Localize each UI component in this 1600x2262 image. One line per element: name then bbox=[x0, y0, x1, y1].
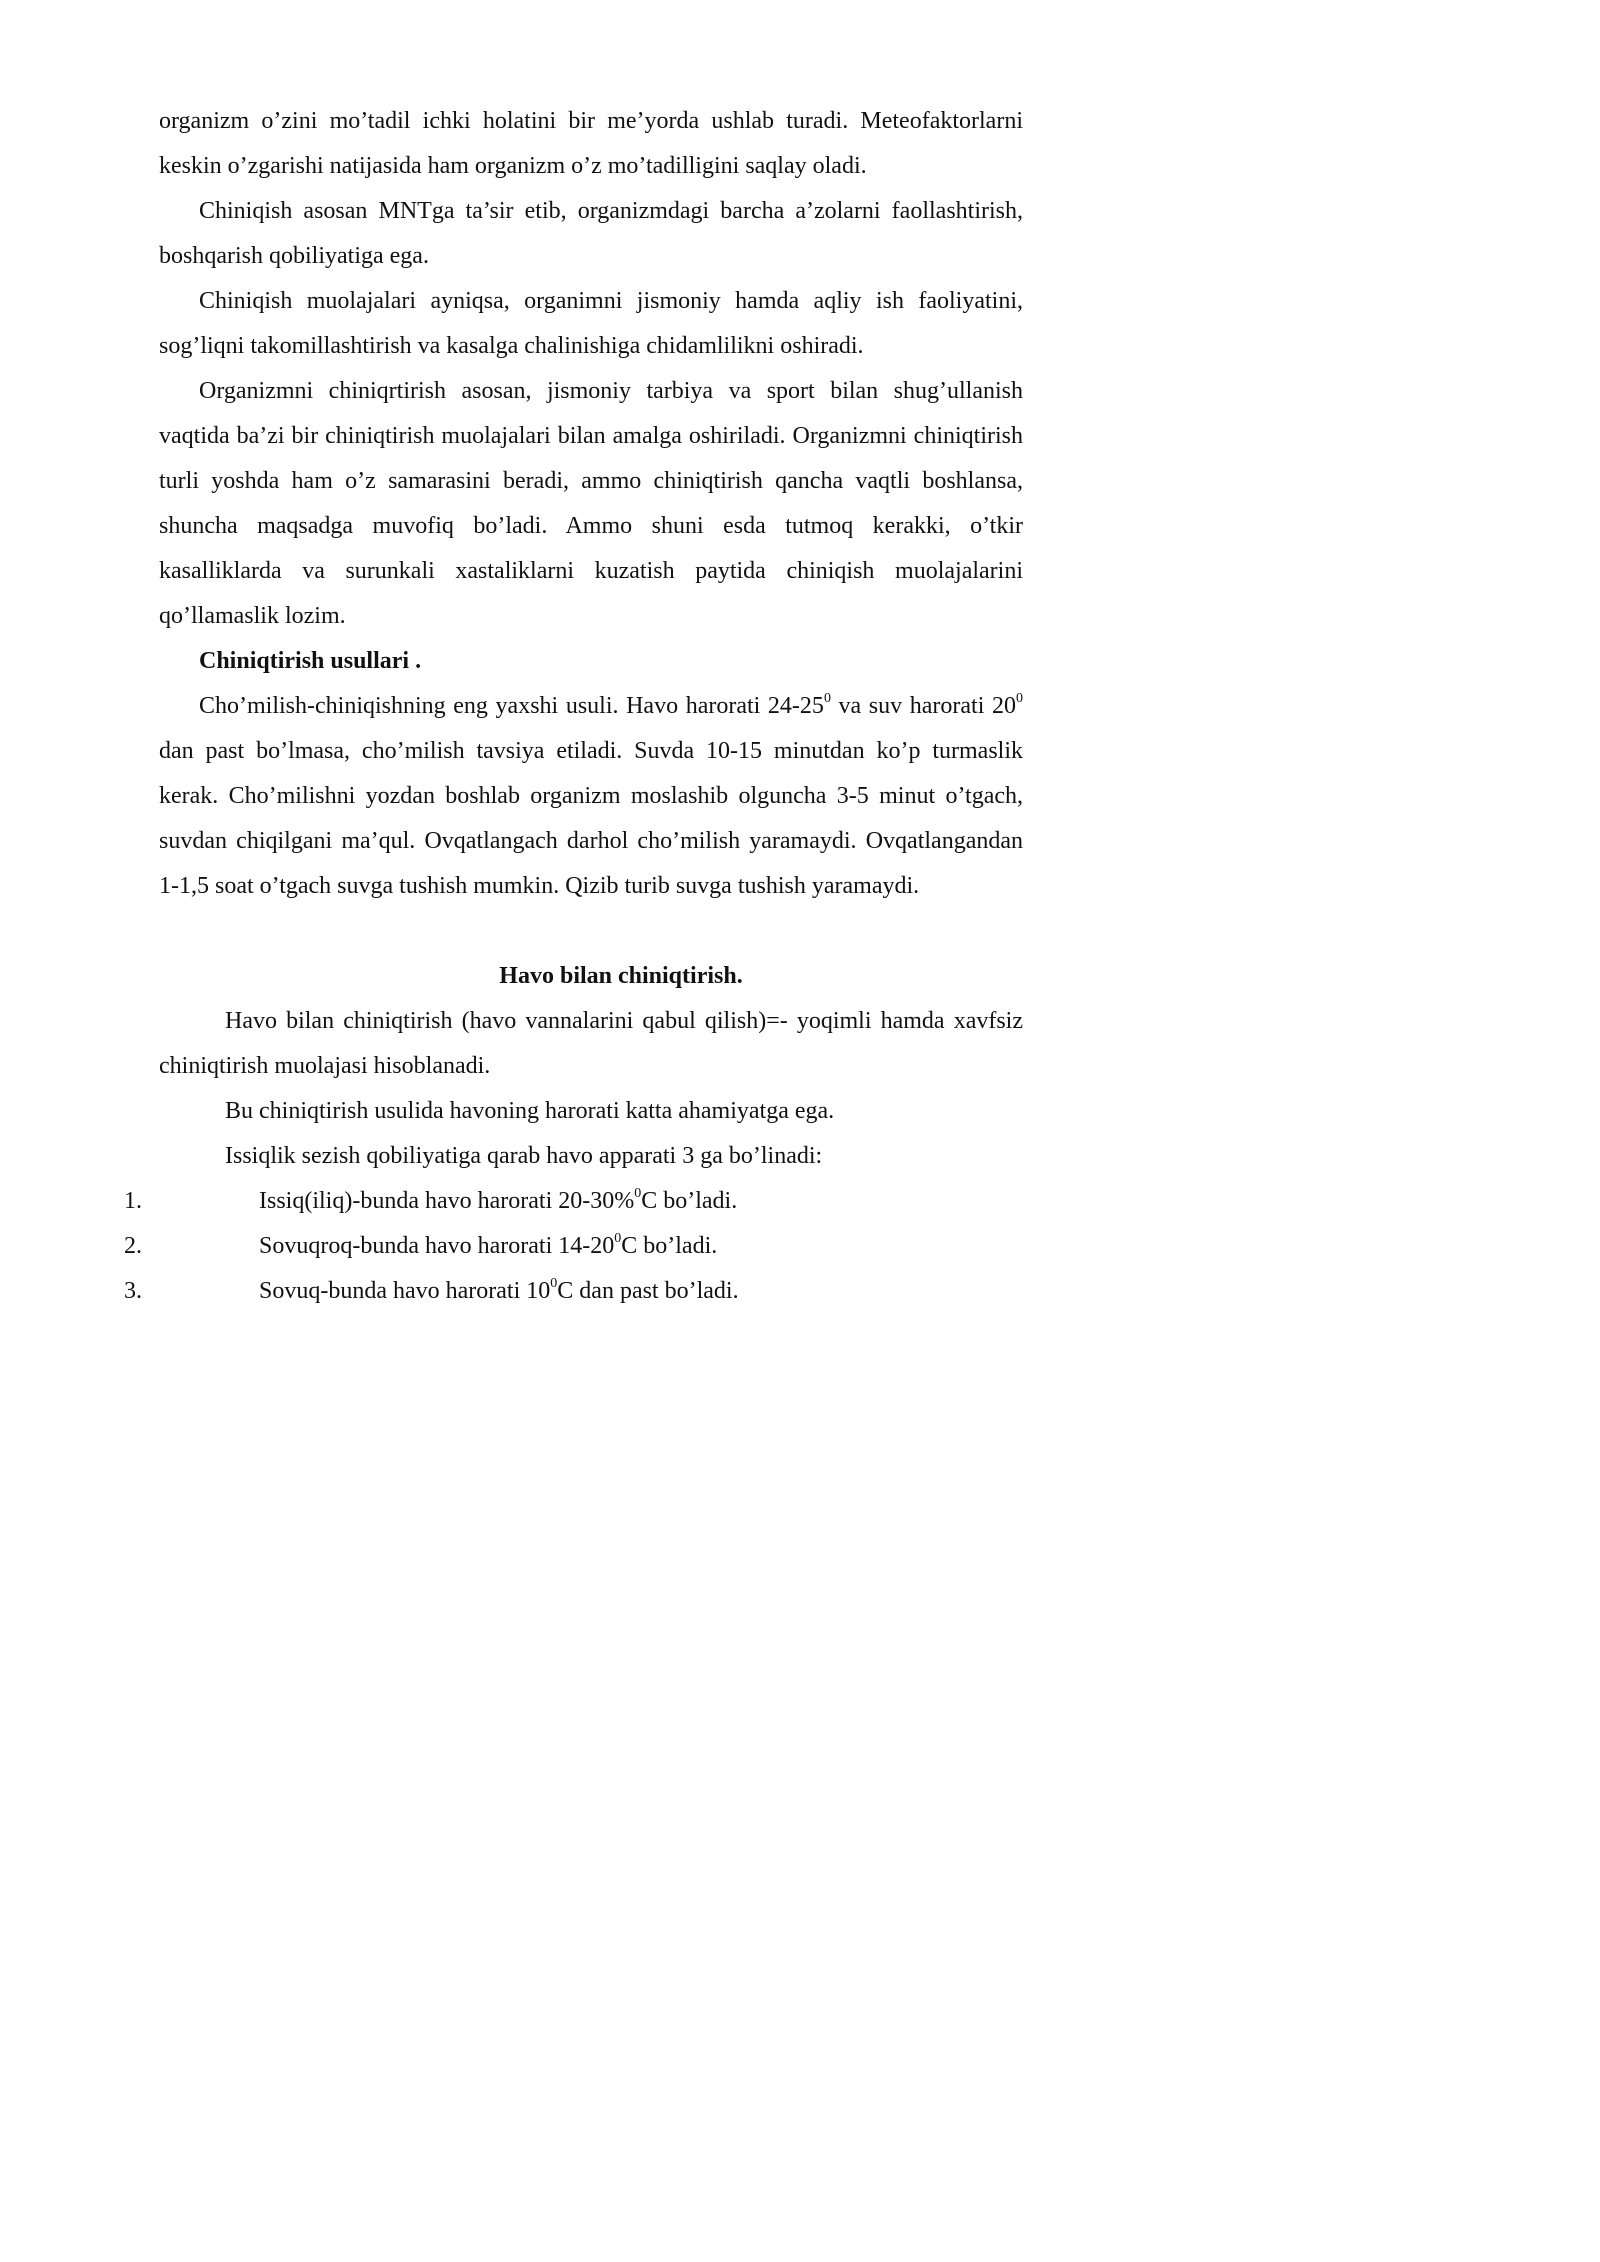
paragraph-hardening-procedures: Chiniqish muolajalari ayniqsa, organimni jismoniy hamda aqliy ish faoliyatini, sog’liqni takomillashtirish va kasalga chalinishiga chidamlilikni oshiradi. bbox=[159, 288, 1023, 359]
section-heading-air-hardening: Havo bilan chiniqtirish. bbox=[499, 963, 743, 989]
paragraph-air-classification: Issiqlik sezish qobiliyatiga qarab havo apparati 3 ga bo’linadi: bbox=[225, 1143, 823, 1169]
degree-superscript: 0 bbox=[634, 1186, 642, 1201]
list-item bbox=[124, 1224, 1023, 1269]
document-page bbox=[0, 0, 1100, 1556]
list-item bbox=[124, 1269, 1023, 1314]
bathing-text-part-2: va suv harorati 20 bbox=[830, 693, 1016, 719]
list-text: Issiq(iliq)-bunda havo harorati 20-30%$^0$C bo’ladi. bbox=[259, 1186, 738, 1214]
degree-superscript: 0 bbox=[550, 1276, 558, 1291]
list-text: Sovuqroq-bunda havo harorati $14-20^0C$ bo’ladi. bbox=[259, 1231, 718, 1259]
paragraph-hardening-sport: Organizmni chiniqrtirish asosan, jismoniy tarbiya va sport bilan shug’ullanish vaqtida ba’zi bir chiniqtirish muolajalari bilan amalga oshiriladi. Organizmni chiniqtirish turli yoshda ham o’z samarasini beradi, ammo chiniqtirish qancha vaqtli boshlansa, shuncha maqsadga muvofiq bo’ladi. Ammo shuni esda tutmoq kerakki, o’tkir kasalliklarda va surunkali xastaliklarni kuzatish paytida chiniqish muolajalarini qo’llamaslik lozim. bbox=[159, 378, 1023, 629]
list-text: Sovuq-bunda havo harorati $10^0C$ dan past bo’ladi. bbox=[259, 1276, 739, 1304]
list-number: 2. bbox=[124, 1233, 142, 1259]
degree-superscript: 0 bbox=[823, 691, 831, 706]
temperature-list bbox=[124, 1179, 1023, 1314]
bathing-text-part-1: Cho’milish-chiniqishning eng yaxshi usuli. Havo harorati 24-25 bbox=[199, 693, 824, 719]
paragraph-air-baths: Havo bilan chiniqtirish (havo vannalarini qabul qilish)=- yoqimli hamda xavfsiz chiniqtirish muolajasi hisoblanadi. bbox=[159, 1008, 1023, 1079]
list-number: 3. bbox=[124, 1278, 142, 1304]
degree-superscript: 0 bbox=[614, 1231, 622, 1246]
paragraph-bathing bbox=[159, 684, 1023, 909]
degree-superscript: 0 bbox=[1016, 691, 1023, 706]
paragraph-hardening-cns: Chiniqish asosan MNTga ta’sir etib, organizmdagi barcha a’zolarni faollashtirish, boshqarish qobiliyatiga ega. bbox=[159, 198, 1023, 269]
document-body bbox=[124, 99, 1023, 1314]
blank-line bbox=[159, 909, 1023, 954]
section-heading-methods: Chiniqtirish usullari . bbox=[199, 648, 422, 674]
list-item bbox=[124, 1179, 1023, 1224]
bathing-text-part-3: dan past bo’lmasa, cho’milish tavsiya etiladi. Suvda 10-15 minutdan ko’p turmaslik kerak. Cho’milishni yozdan boshlab organizm moslashib olguncha 3-5 minut o’tgach, suvdan chiqilgani ma’qul. Ovqatlangach darhol cho’milish yaramaydi. Ovqatlangandan 1-1,5 soat o’tgach suvga tushish mumkin. Qizib turib suvga tushish yaramaydi. bbox=[159, 738, 1023, 899]
list-number: 1. bbox=[124, 1188, 142, 1214]
paragraph-air-temperature: Bu chiniqtirish usulida havoning harorati katta ahamiyatga ega. bbox=[225, 1098, 835, 1124]
paragraph-organism-balance: organizm o’zini mo’tadil ichki holatini bir me’yorda ushlab turadi. Meteofaktorlarni keskin o’zgarishi natijasida ham organizm o’z mo’tadilligini saqlay oladi. bbox=[159, 108, 1023, 179]
